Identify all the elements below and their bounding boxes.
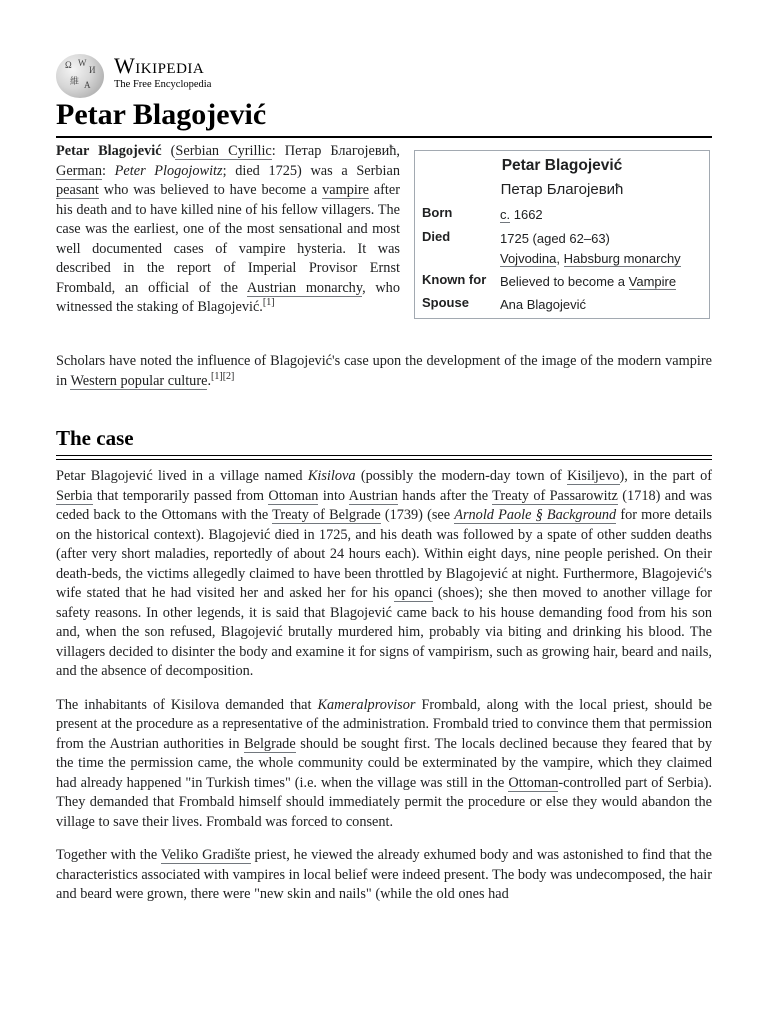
link-veliko-gradiste[interactable]: Veliko Gradište [160, 847, 251, 863]
infobox: Petar Blagojević Петар Благојевић Born c. 1662 Died 1725 (aged 62–63) Vojvodina, Habsburg monarchy Known for Believed to become a Vampire Spouse Ana Blagojević [414, 150, 710, 319]
link-western-popular-culture[interactable]: Western popular culture [70, 372, 208, 389]
link-habsburg-monarchy[interactable]: Habsburg monarchy [563, 251, 681, 266]
link-kisiljevo[interactable]: Kisiljevo [567, 468, 620, 484]
link-treaty-of-belgrade[interactable]: Treaty of Belgrade [272, 507, 381, 523]
link-ottoman-2[interactable]: Ottoman [508, 774, 559, 791]
link-vampire[interactable]: vampire [322, 182, 369, 198]
link-circa[interactable]: c. [500, 207, 511, 222]
page-title: Petar Blagojević [56, 96, 712, 138]
link-arnold-paole-background[interactable]: Arnold Paole § Background [454, 507, 617, 523]
wikipedia-logo[interactable] [56, 52, 356, 100]
section-body [56, 467, 712, 919]
section-heading-the-case: The case [56, 424, 712, 456]
link-opanci[interactable]: opanci [394, 585, 433, 601]
infobox-native-name: Петар Благојевић [500, 181, 624, 198]
link-german[interactable]: German [56, 162, 103, 179]
link-vojvodina[interactable]: Vojvodina [500, 251, 557, 266]
paragraph-3: Together with the Veliko Gradište priest, he viewed the already exhumed body and was astonished to find that the characteristics associated with vampires in local belief were indeed present. The body was undecomposed, the hair and beard were grown, there were "new skin and nails" (while the old ones had [56, 847, 712, 902]
paragraph-1: Petar Blagojević lived in a village named Kisilova (possibly the modern-day town of Kisiljevo), in the part of Serbia that temporarily passed from Ottoman into Austrian hands after the Treaty of Passarowitz (1718) and was ceded back to the Ottomans with the Treaty of Belgrade (1739) (see Arnold Paole § Background for more details on the historical context). Blagojević died in 1725, and his death was followed by a spate of other sudden deaths (after very short maladies, reportedly of about 24 hours each). Within eight days, nine people perished. On their death-beds, the victims allegedly claimed to have been throttled by Blagojević at night. Furthermore, Blagojević's wife stated that he had visited her and asked her for his opanci (shoes); she then moved to another village for safety reasons. In other legends, it is said that Blagojević came back to his house demanding food from his son and, when the son refused, Blagojević brutally murdered him, probably via biting and drinking his blood. The villagers decided to disinter the body and examine it for signs of vampirism, such as growing hair, beard and nails, and the absence of decomposition. [56, 468, 713, 679]
reference-1[interactable]: [1] [262, 297, 275, 309]
infobox-title: Petar Blagojević [501, 157, 623, 174]
paragraph-2: The inhabitants of Kisilova demanded that Kameralprovisor Frombald, along with the local priest, should be present at the procedure as a representative of the administration. Frombald tried to convince them that permission from the Austrian authorities in Belgrade should be sought first. The locals declined because they feared that by the time the permission came, the whole community could be exterminated by the vampire, which they claimed had already happened "in Turkish times" (i.e. when the village was still in the Ottoman-controlled part of Serbia). They demanded that Frombald himself should immediately permit the procedure or else they would abandon the village to save their lives. Frombald was forced to consent. [56, 696, 712, 830]
wikipedia-wordmark: Wikipedia [114, 53, 205, 78]
link-peasant[interactable]: peasant [56, 182, 99, 198]
reference-2[interactable]: [2] [222, 370, 235, 382]
reference-1[interactable]: [1] [211, 370, 223, 382]
link-belgrade[interactable]: Belgrade [244, 735, 296, 752]
link-ottoman[interactable]: Ottoman [268, 487, 319, 504]
link-austrian-monarchy[interactable]: Austrian monarchy [246, 279, 363, 296]
lead-subject: Petar Blagojević [56, 143, 162, 159]
lead-paragraph: Petar Blagojević (Serbian Cyrillic: Петар Благојевић, German: Peter Plogojowitz; died 1725) was a Serbian peasant who was believed to have become a vampire after his death and to have killed nine of his fellow villagers. The case was the earliest, one of the most sensational and most well documented cases of vampire hysteria. It was described in the report of Imperial Provisor Ernst Frombald, an official of the Austrian monarchy, who witnessed the staking of Blagojević.[1] [56, 143, 400, 315]
wikipedia-globe-icon: Ω W И 維 A [56, 54, 104, 98]
link-serbian-cyrillic[interactable]: Serbian Cyrillic [175, 143, 272, 159]
link-treaty-of-passarowitz[interactable]: Treaty of Passarowitz [492, 487, 618, 504]
link-vampire-infobox[interactable]: Vampire [628, 274, 677, 289]
wikipedia-tagline: The Free Encyclopedia [114, 79, 212, 90]
link-austrian[interactable]: Austrian [348, 487, 398, 504]
scholars-paragraph: Scholars have noted the influence of Blagojević's case upon the development of the image of the modern vampire in Western popular culture.[1][2] [56, 353, 712, 389]
link-serbia[interactable]: Serbia [56, 487, 93, 504]
